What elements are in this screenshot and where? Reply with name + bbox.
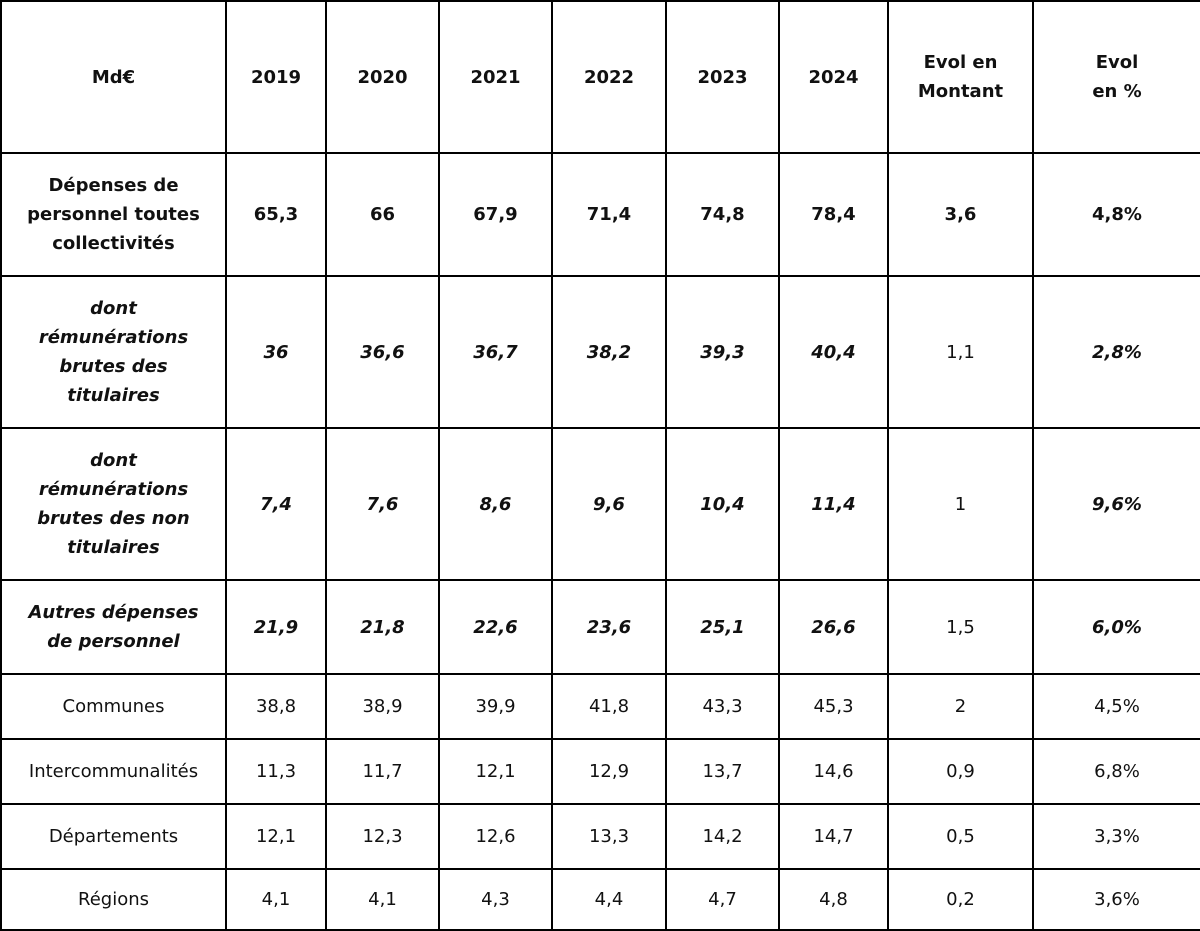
table-row-total [1, 153, 1200, 276]
table-row-intercommunalites [1, 739, 1200, 804]
table-cell: 6,0% [1033, 580, 1200, 674]
header-cell-2024: 2024 [779, 1, 888, 153]
table-cell: 12,3 [326, 804, 439, 869]
table-cell: 21,9 [226, 580, 326, 674]
header-cell-evol-percent: Evol en % [1033, 1, 1200, 153]
table-cell: 40,4 [779, 276, 888, 428]
table-cell: 12,9 [552, 739, 666, 804]
table-row-non-titulaires [1, 428, 1200, 580]
table-cell: 39,3 [666, 276, 779, 428]
table-cell: 22,6 [439, 580, 552, 674]
header-cell-2022: 2022 [552, 1, 666, 153]
table-cell: 74,8 [666, 153, 779, 276]
header-cell-evol-montant: Evol en Montant [888, 1, 1033, 153]
row-label: dont rémunérations brutes des titulaires [1, 276, 226, 428]
table-cell: 7,4 [226, 428, 326, 580]
table-cell: 38,2 [552, 276, 666, 428]
table-cell: 12,1 [439, 739, 552, 804]
table-cell: 66 [326, 153, 439, 276]
table-cell: 23,6 [552, 580, 666, 674]
row-label: Départements [1, 804, 226, 869]
row-label: Intercommunalités [1, 739, 226, 804]
table-cell: 4,1 [326, 869, 439, 930]
table-row-departements [1, 804, 1200, 869]
table-cell: 14,6 [779, 739, 888, 804]
table-row-autres [1, 580, 1200, 674]
table-cell: 13,3 [552, 804, 666, 869]
header-cell-2021: 2021 [439, 1, 552, 153]
table-cell: 36 [226, 276, 326, 428]
table-row-titulaires [1, 276, 1200, 428]
table-cell: 38,9 [326, 674, 439, 739]
table-cell: 13,7 [666, 739, 779, 804]
table-cell: 65,3 [226, 153, 326, 276]
table-cell: 14,2 [666, 804, 779, 869]
table-cell: 4,4 [552, 869, 666, 930]
table-cell: 11,4 [779, 428, 888, 580]
table-cell: 38,8 [226, 674, 326, 739]
table-cell: 0,9 [888, 739, 1033, 804]
row-label: Communes [1, 674, 226, 739]
table-cell: 3,3% [1033, 804, 1200, 869]
table-cell: 8,6 [439, 428, 552, 580]
table-row-communes [1, 674, 1200, 739]
table-cell: 78,4 [779, 153, 888, 276]
table-cell: 1 [888, 428, 1033, 580]
table-cell: 43,3 [666, 674, 779, 739]
header-cell-unit: Md€ [1, 1, 226, 153]
table-row-regions [1, 869, 1200, 930]
table-cell: 4,1 [226, 869, 326, 930]
header-cell-2020: 2020 [326, 1, 439, 153]
header-row [1, 1, 1200, 153]
table-cell: 71,4 [552, 153, 666, 276]
table-cell: 9,6% [1033, 428, 1200, 580]
table-cell: 14,7 [779, 804, 888, 869]
row-label: dont rémunérations brutes des non titulaires [1, 428, 226, 580]
table-cell: 0,2 [888, 869, 1033, 930]
table-cell: 26,6 [779, 580, 888, 674]
table-cell: 45,3 [779, 674, 888, 739]
table-cell: 1,5 [888, 580, 1033, 674]
table-cell: 3,6 [888, 153, 1033, 276]
table-cell: 6,8% [1033, 739, 1200, 804]
table-cell: 1,1 [888, 276, 1033, 428]
table-cell: 4,5% [1033, 674, 1200, 739]
row-label: Régions [1, 869, 226, 930]
table-cell: 21,8 [326, 580, 439, 674]
table-cell: 67,9 [439, 153, 552, 276]
table-cell: 25,1 [666, 580, 779, 674]
table-cell: 7,6 [326, 428, 439, 580]
table-cell: 41,8 [552, 674, 666, 739]
table-cell: 11,7 [326, 739, 439, 804]
table-cell: 36,7 [439, 276, 552, 428]
table-cell: 36,6 [326, 276, 439, 428]
table-cell: 2,8% [1033, 276, 1200, 428]
table-cell: 0,5 [888, 804, 1033, 869]
table-cell: 12,1 [226, 804, 326, 869]
table-cell: 11,3 [226, 739, 326, 804]
table-cell: 4,3 [439, 869, 552, 930]
table-cell: 10,4 [666, 428, 779, 580]
table-cell: 4,7 [666, 869, 779, 930]
header-cell-2019: 2019 [226, 1, 326, 153]
table-cell: 12,6 [439, 804, 552, 869]
row-label: Autres dépenses de personnel [1, 580, 226, 674]
table-cell: 3,6% [1033, 869, 1200, 930]
table-cell: 4,8 [779, 869, 888, 930]
table-cell: 4,8% [1033, 153, 1200, 276]
row-label: Dépenses de personnel toutes collectivités [1, 153, 226, 276]
table-cell: 2 [888, 674, 1033, 739]
table-cell: 39,9 [439, 674, 552, 739]
header-cell-2023: 2023 [666, 1, 779, 153]
table-cell: 9,6 [552, 428, 666, 580]
